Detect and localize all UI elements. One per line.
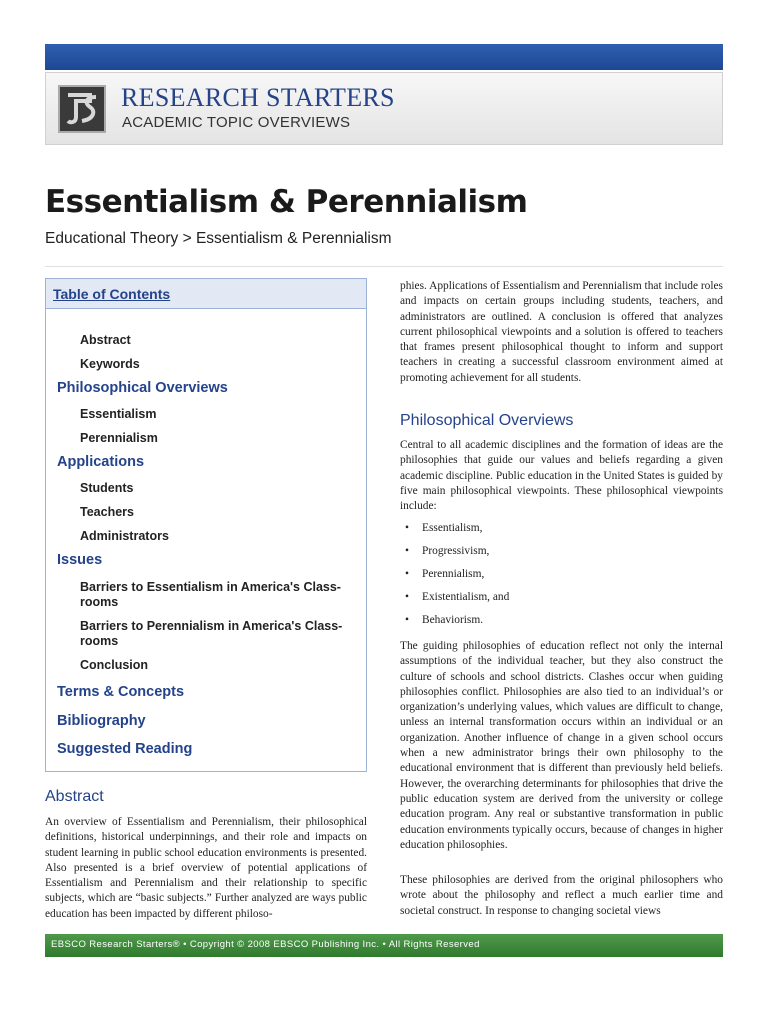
toc-heading[interactable]: Table of Contents — [53, 286, 171, 302]
breadcrumb-educational-theory[interactable]: Educational Theory — [45, 230, 179, 247]
toc-item-applications[interactable]: Applications — [57, 454, 145, 470]
toc-item-students[interactable]: Students — [80, 481, 134, 495]
toc-item-suggested-reading[interactable]: Suggested Reading — [57, 741, 193, 757]
toc-item-teachers[interactable]: Teachers — [80, 505, 134, 519]
toc-item-abstract[interactable]: Abstract — [80, 333, 131, 347]
table-of-contents — [45, 278, 367, 772]
bullet-icon: • — [405, 545, 409, 557]
bullet-icon: • — [405, 591, 409, 603]
breadcrumb-current[interactable]: Essentialism & Perennialism — [195, 230, 392, 247]
header-divider — [45, 266, 723, 267]
research-starters-logo-icon — [58, 85, 106, 133]
copyright-footer — [45, 934, 723, 957]
brand-header — [45, 72, 723, 145]
toc-item-conclusion[interactable]: Conclusion — [80, 658, 149, 672]
abstract-heading: Abstract — [45, 788, 104, 805]
toc-item-terms-concepts[interactable]: Terms & Concepts — [57, 684, 185, 700]
toc-header — [46, 279, 366, 309]
philosophical-overviews-heading: Philosophical Overviews — [400, 412, 574, 429]
toc-item-philosophical-overviews[interactable]: Philosophical Overviews — [57, 380, 228, 396]
breadcrumb-separator: > — [182, 230, 192, 247]
paragraph-guiding-philosophies: The guiding philosophies of education reflect not only the internal assumptions of the individual teacher, but they also construct the culture of schools and school districts. Clashes occur when guiding philosophies conflict. Philosophies are also tied to an individual’s or organization’s underlying values, which values are difficult to change, unless an internal transformation occurs within an individual or an organization. Another influence of change in a given school occurs when a new administrator brings their own philosophy to the educational environment that is different than previously held beliefs. However, the overarching determinants for philosophies that drive the public education system are derived from the university or college education program. Any real or substantive transformation in public education environments typically occurs, because of changes in higher education philosophies. — [400, 640, 723, 851]
footer-text: EBSCO Research Starters® • Copyright © 2008 EBSCO Publishing Inc. • All Rights Reserved — [51, 939, 480, 950]
abstract-text: An overview of Essentialism and Perennialism, their philosophical definitions, historical underpinnings, and their role and impacts on student learning in public school education environments is presented. Also presented is a brief overview of potential applications of Essentialism and Perennialism and their relationship to specific subjects, which are “basic subjects.” Further analyzed are ways public education has been impacted by different philoso- — [45, 816, 367, 920]
toc-item-barriers-perennialism[interactable]: Barriers to Perennialism in America's Class-rooms — [80, 619, 343, 648]
list-item: • Perennialism, — [405, 568, 485, 580]
bullet-icon: • — [405, 614, 409, 626]
toc-item-keywords[interactable]: Keywords — [80, 357, 140, 371]
brand-title: RESEARCH STARTERS — [121, 83, 395, 112]
toc-item-barriers-essentialism[interactable]: Barriers to Essentialism in America's Class-rooms — [80, 580, 341, 609]
toc-item-administrators[interactable]: Administrators — [80, 529, 169, 543]
list-item: • Existentialism, and — [405, 591, 510, 603]
breadcrumb — [45, 230, 392, 248]
list-item: • Progressivism, — [405, 545, 490, 557]
toc-item-essentialism[interactable]: Essentialism — [80, 407, 157, 421]
toc-item-bibliography[interactable]: Bibliography — [57, 713, 146, 729]
toc-item-perennialism[interactable]: Perennialism — [80, 431, 158, 445]
list-item: • Behaviorism. — [405, 614, 484, 626]
paragraph-origins: These philosophies are derived from the original philosophers who wrote about the philosophy and reflect a much earlier time and societal construct. In response to changing societal views — [400, 874, 723, 917]
viewpoints-list — [405, 522, 509, 637]
abstract-continuation: phies. Applications of Essentialism and Perennialism that include roles and impacts on certain groups including students, teachers, and administrators are outlined. A conclusion is offered that analyzes current philosophical viewpoints and a solution is offered to teachers that frames present philosophical thought to inform and support teachers in creating a successful classroom environment aimed at promoting achievement for all students. — [400, 280, 723, 384]
brand-subtitle: ACADEMIC TOPIC OVERVIEWS — [122, 114, 351, 131]
toc-item-issues[interactable]: Issues — [57, 552, 103, 568]
overviews-intro: Central to all academic disciplines and the formation of ideas are the philosophies that guide our values and beliefs regarding a given academic discipline. Public education in the United States is guided by five main philosophical viewpoints. These philosophical viewpoints include: — [400, 439, 723, 513]
list-item: • Essentialism, — [405, 522, 483, 534]
bullet-icon: • — [405, 568, 409, 580]
top-banner-bar — [45, 44, 723, 70]
bullet-icon: • — [405, 522, 409, 534]
document-title: Essentialism & Perennialism — [45, 184, 528, 220]
